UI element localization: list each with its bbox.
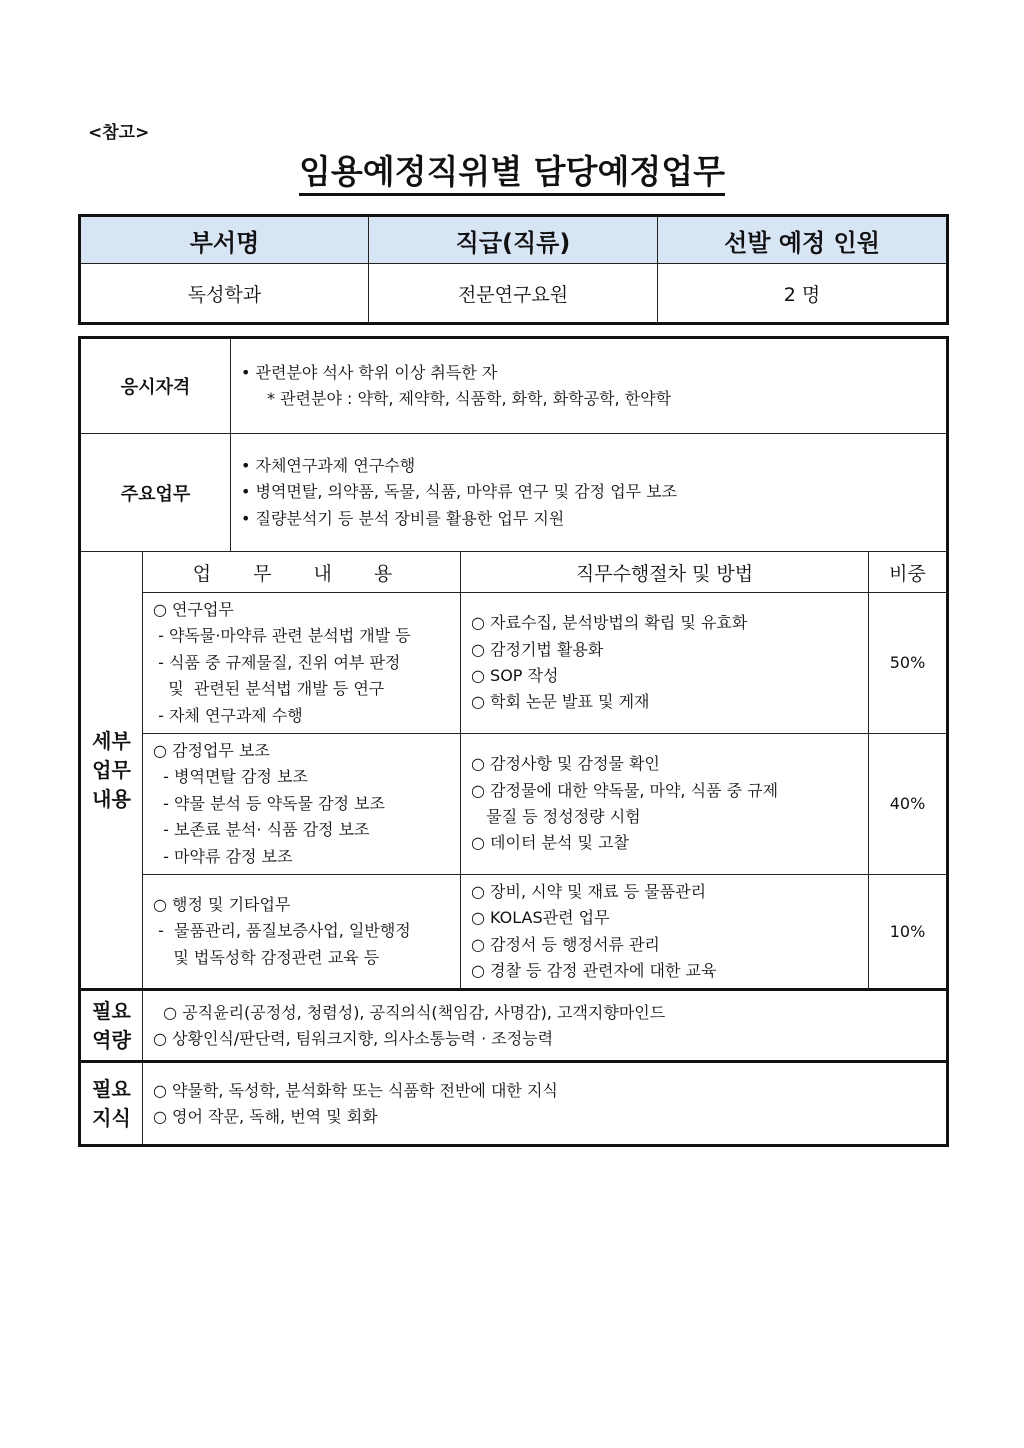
detail-content-research: [143, 593, 461, 734]
content-line: - 보존료 분석· 식품 감정 보조: [153, 820, 370, 840]
method-line: ○ 경찰 등 감정 관련자에 대한 교육: [471, 961, 717, 981]
main-duty-line: • 자체연구과제 연구수행: [241, 455, 416, 475]
header-department: 부서명: [80, 216, 369, 264]
content-line: ○ 행정 및 기타업무: [153, 895, 291, 915]
content-line: ○ 감정업무 보조: [153, 740, 270, 760]
content-line: - 식품 중 규제물질, 진위 여부 판정: [153, 652, 401, 672]
qualification-line: • 관련분야 석사 학위 이상 취득한 자: [241, 362, 498, 382]
method-line: ○ 감정서 등 행정서류 관리: [471, 934, 660, 954]
competency-label: 필요 역량: [80, 990, 143, 1062]
knowledge-line: ○ 약물학, 독성학, 분석화학 또는 식품학 전반에 대한 지식: [153, 1080, 558, 1100]
detail-header-content: 업 무 내 용: [143, 552, 461, 593]
competency-line: ○ 공직윤리(공정성, 청렴성), 공직의식(책임감, 사명감), 고객지향마인드: [153, 1002, 666, 1022]
method-line: ○ 장비, 시약 및 재료 등 물품관리: [471, 881, 707, 901]
summary-table: [78, 214, 949, 325]
weight-research: 50%: [869, 593, 948, 734]
detail-header-weight: 비중: [869, 552, 948, 593]
department-value: 독성학과: [80, 264, 369, 324]
weight-appraisal: 40%: [869, 733, 948, 874]
knowledge-label: 필요 지식: [80, 1062, 143, 1146]
detail-content-appraisal: [143, 733, 461, 874]
main-duty-line: • 병역면탈, 의약품, 독물, 식품, 마약류 연구 및 감정 업무 보조: [241, 482, 678, 502]
method-line: ○ 감정사항 및 감정물 확인: [471, 754, 660, 774]
page-title: [0, 146, 1024, 193]
competency-line: ○ 상황인식/판단력, 팀워크지향, 의사소통능력 · 조정능력: [153, 1028, 554, 1048]
grade-value: 전문연구요원: [369, 264, 658, 324]
headcount-value: 2 명: [658, 264, 948, 324]
content-line: 및 법독성학 감정관련 교육 등: [153, 947, 380, 967]
content-line: 및 관련된 분석법 개발 등 연구: [153, 679, 385, 699]
knowledge-line: ○ 영어 작문, 독해, 번역 및 회화: [153, 1106, 378, 1126]
content-line: - 자체 연구과제 수행: [153, 705, 303, 725]
detail-method-admin: [461, 874, 869, 990]
method-line: ○ 감정물에 대한 약독물, 마약, 식품 중 규제: [471, 780, 779, 800]
qualification-cell: [231, 338, 948, 434]
method-line: ○ SOP 작성: [471, 665, 559, 685]
header-grade: 직급(직류): [369, 216, 658, 264]
detail-method-research: [461, 593, 869, 734]
weight-admin: 10%: [869, 874, 948, 990]
method-line: ○ 데이터 분석 및 고찰: [471, 833, 629, 853]
content-line: - 마약류 감정 보조: [153, 846, 293, 866]
method-line: ○ 감정기법 활용화: [471, 639, 604, 659]
detail-header-method: 직무수행절차 및 방법: [461, 552, 869, 593]
qualification-line: * 관련분야 : 약학, 제약학, 식품학, 화학, 화학공학, 한약학: [267, 389, 672, 408]
content-line: - 약독물·마약류 관련 분석법 개발 등: [153, 626, 411, 646]
duty-table: [78, 336, 949, 1147]
knowledge-cell: [143, 1062, 948, 1146]
method-line: ○ KOLAS관련 업무: [471, 908, 610, 928]
main-duties-cell: [231, 434, 948, 552]
content-line: ○ 연구업무: [153, 600, 234, 619]
content-line: - 약물 분석 등 약독물 감정 보조: [153, 793, 385, 813]
competency-cell: [143, 990, 948, 1062]
content-line: - 병역면탈 감정 보조: [153, 767, 308, 787]
method-line: ○ 자료수집, 분석방법의 확립 및 유효화: [471, 613, 748, 633]
method-line: ○ 학회 논문 발표 및 게재: [471, 692, 650, 712]
reference-label: <참고>: [88, 123, 150, 143]
qualification-label: 응시자격: [80, 338, 231, 434]
detail-method-appraisal: [461, 733, 869, 874]
method-line: 물질 등 정성정량 시험: [471, 806, 641, 826]
content-line: - 물품관리, 품질보증사업, 일반행정: [153, 921, 411, 941]
main-duties-label: 주요업무: [80, 434, 231, 552]
detail-content-admin: [143, 874, 461, 990]
page-title-text: 임용예정직위별 담당예정업무: [299, 152, 725, 196]
main-duty-line: • 질량분석기 등 분석 장비를 활용한 업무 지원: [241, 508, 565, 528]
header-headcount: 선발 예정 인원: [658, 216, 948, 264]
detail-side-label: 세부 업무 내용: [80, 552, 143, 990]
